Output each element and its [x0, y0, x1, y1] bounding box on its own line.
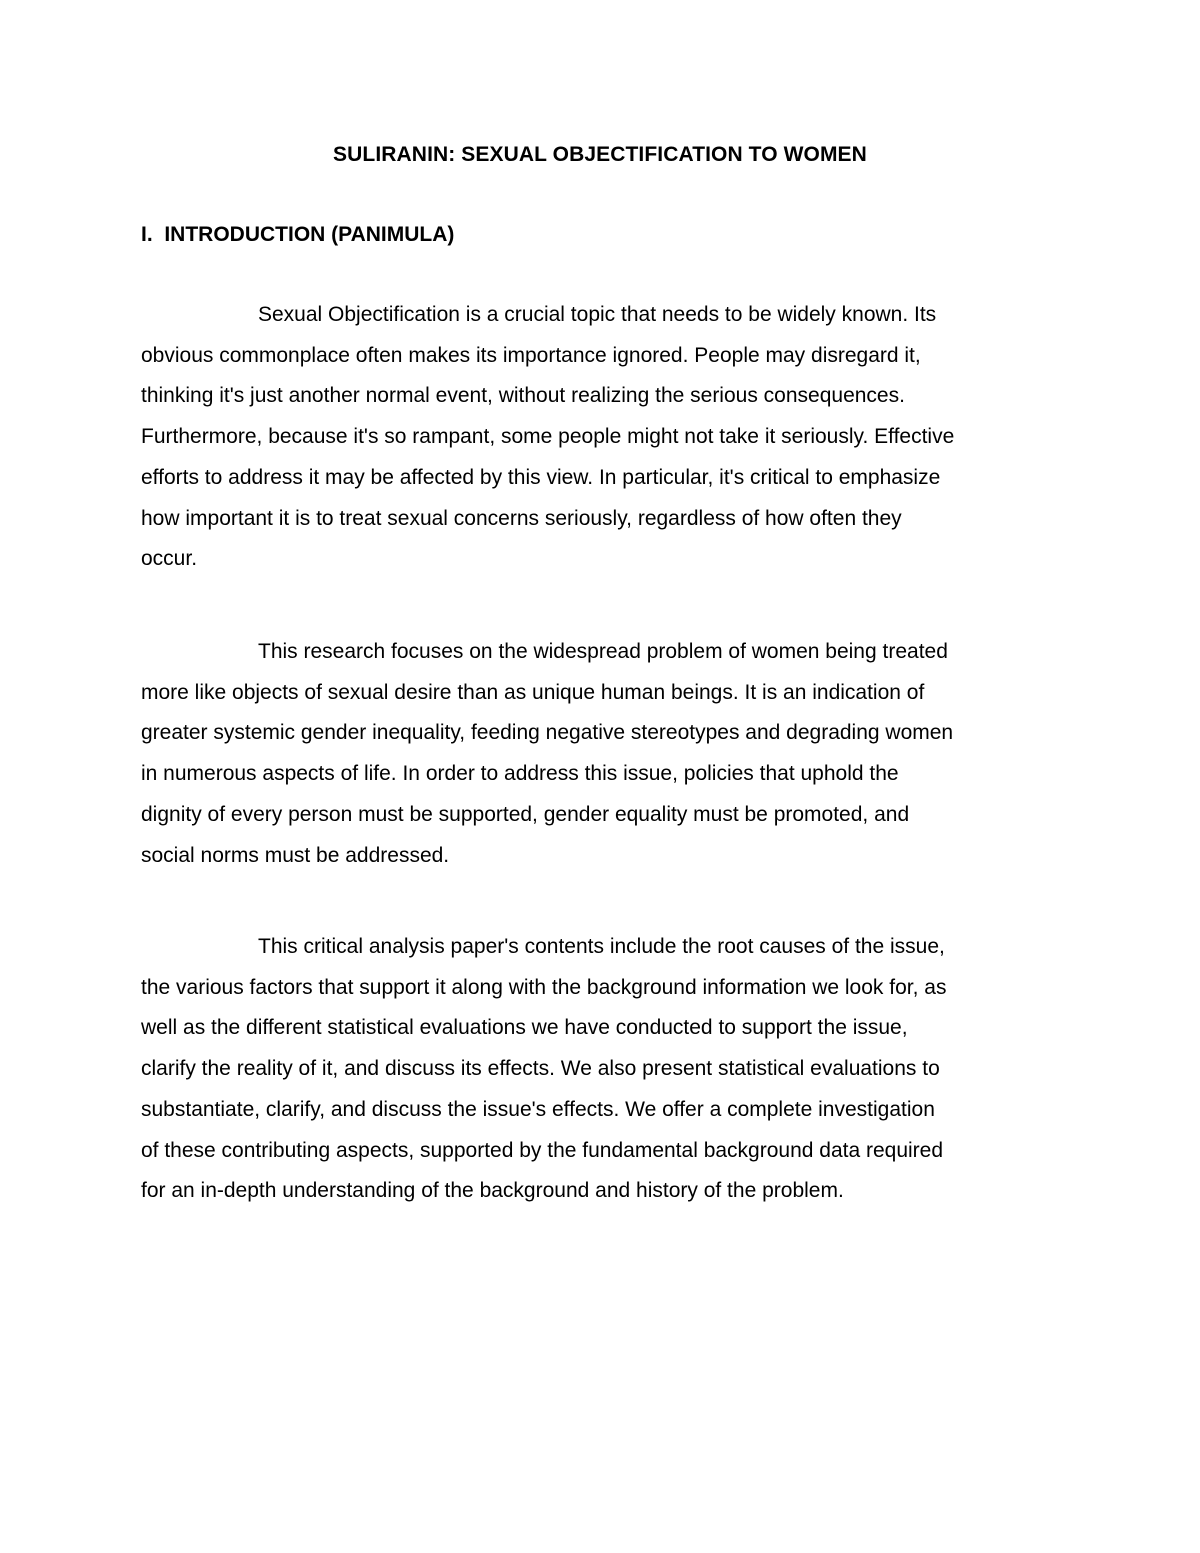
- paragraph-line: Furthermore, because it's so rampant, some people might not take it seriously. Effective: [141, 425, 955, 449]
- section-heading-introduction: I. INTRODUCTION (PANIMULA): [141, 223, 455, 246]
- paragraph-line: for an in-depth understanding of the background and history of the problem.: [141, 1179, 844, 1203]
- paragraph-line: occur.: [141, 547, 198, 571]
- paragraph-1: [141, 295, 1071, 580]
- paragraph-line: of these contributing aspects, supported by the fundamental background data required: [141, 1138, 944, 1162]
- paragraph-3: [141, 927, 1071, 1212]
- paragraph-line: obvious commonplace often makes its importance ignored. People may disregard it,: [141, 343, 921, 367]
- paragraph-line: Sexual Objectification is a crucial topic that needs to be widely known. Its: [258, 303, 937, 326]
- paragraph-line: dignity of every person must be supported, gender equality must be promoted, and: [141, 802, 910, 826]
- paragraph-line: the various factors that support it along with the background information we look for, as: [141, 975, 947, 999]
- paragraph-line: how important it is to treat sexual concerns seriously, regardless of how often they: [141, 506, 902, 530]
- paragraph-line: clarify the reality of it, and discuss its effects. We also present statistical evaluations to: [141, 1057, 940, 1081]
- paragraph-line: social norms must be addressed.: [141, 843, 450, 867]
- paragraph-line: thinking it's just another normal event, without realizing the serious consequences.: [141, 384, 905, 408]
- paragraph-line: well as the different statistical evaluations we have conducted to support the issue,: [141, 1016, 908, 1040]
- document-title: SULIRANIN: SEXUAL OBJECTIFICATION TO WOMEN: [333, 143, 867, 166]
- paragraph-line: substantiate, clarify, and discuss the issue's effects. We offer a complete investigation: [141, 1097, 935, 1121]
- paragraph-2: [141, 632, 1071, 876]
- paragraph-line: This critical analysis paper's contents include the root causes of the issue,: [258, 935, 945, 958]
- paragraph-line: efforts to address it may be affected by this view. In particular, it's critical to emphasize: [141, 465, 941, 489]
- paragraph-line: in numerous aspects of life. In order to address this issue, policies that uphold the: [141, 762, 899, 786]
- paragraph-line: more like objects of sexual desire than as unique human beings. It is an indication of: [141, 680, 925, 704]
- paragraph-line: This research focuses on the widespread problem of women being treated: [258, 640, 948, 663]
- paragraph-line: greater systemic gender inequality, feeding negative stereotypes and degrading women: [141, 721, 954, 745]
